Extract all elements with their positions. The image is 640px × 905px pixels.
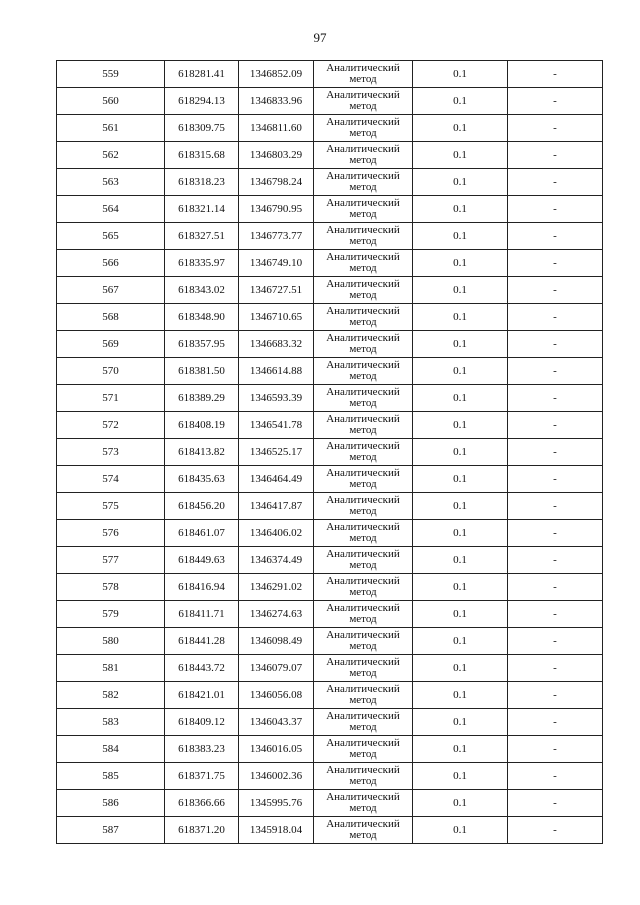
- y-coordinate-cell: 1346773.77: [239, 223, 314, 250]
- method-label-line1: Аналитический: [326, 683, 400, 695]
- method-label-line2: метод: [349, 667, 377, 679]
- note-cell: -: [508, 331, 603, 358]
- method-label-line1: Аналитический: [326, 791, 400, 803]
- x-coordinate-cell: 618443.72: [165, 655, 239, 682]
- note-cell: -: [508, 790, 603, 817]
- accuracy-cell: 0.1: [413, 547, 508, 574]
- method-label-line1: Аналитический: [326, 629, 400, 641]
- table-row: [57, 736, 603, 763]
- method-label-line2: метод: [349, 748, 377, 760]
- method-label-line1: Аналитический: [326, 386, 400, 398]
- x-coordinate-cell: 618294.13: [165, 88, 239, 115]
- x-coordinate-cell: 618411.71: [165, 601, 239, 628]
- accuracy-cell: 0.1: [413, 493, 508, 520]
- method-label-line1: Аналитический: [326, 170, 400, 182]
- y-coordinate-cell: 1346683.32: [239, 331, 314, 358]
- point-number-cell: 576: [57, 520, 165, 547]
- table-row: [57, 493, 603, 520]
- table-row: [57, 115, 603, 142]
- table-row: [57, 358, 603, 385]
- y-coordinate-cell: 1346803.29: [239, 142, 314, 169]
- point-number-cell: 583: [57, 709, 165, 736]
- method-cell: [314, 304, 413, 331]
- method-label-line2: метод: [349, 154, 377, 166]
- method-label-line1: Аналитический: [326, 656, 400, 668]
- note-cell: -: [508, 169, 603, 196]
- x-coordinate-cell: 618389.29: [165, 385, 239, 412]
- method-label-line1: Аналитический: [326, 710, 400, 722]
- y-coordinate-cell: 1346593.39: [239, 385, 314, 412]
- point-number-cell: 577: [57, 547, 165, 574]
- table-row: [57, 304, 603, 331]
- point-number-cell: 578: [57, 574, 165, 601]
- x-coordinate-cell: 618409.12: [165, 709, 239, 736]
- method-cell: [314, 547, 413, 574]
- coordinates-table: [56, 60, 603, 844]
- point-number-cell: 567: [57, 277, 165, 304]
- note-cell: -: [508, 520, 603, 547]
- table-row: [57, 223, 603, 250]
- table-row: [57, 682, 603, 709]
- point-number-cell: 571: [57, 385, 165, 412]
- point-number-cell: 574: [57, 466, 165, 493]
- method-label-line1: Аналитический: [326, 278, 400, 290]
- method-label-line1: Аналитический: [326, 521, 400, 533]
- method-label-line2: метод: [349, 586, 377, 598]
- method-label-line2: метод: [349, 829, 377, 841]
- method-label-line2: метод: [349, 397, 377, 409]
- method-cell: [314, 169, 413, 196]
- method-label-line2: метод: [349, 478, 377, 490]
- note-cell: -: [508, 763, 603, 790]
- method-label-line2: метод: [349, 127, 377, 139]
- table-row: [57, 88, 603, 115]
- method-cell: [314, 277, 413, 304]
- note-cell: -: [508, 439, 603, 466]
- table-row: [57, 655, 603, 682]
- y-coordinate-cell: 1346016.05: [239, 736, 314, 763]
- x-coordinate-cell: 618413.82: [165, 439, 239, 466]
- method-label-line2: метод: [349, 559, 377, 571]
- method-label-line1: Аналитический: [326, 224, 400, 236]
- method-label-line1: Аналитический: [326, 818, 400, 830]
- y-coordinate-cell: 1345918.04: [239, 817, 314, 844]
- point-number-cell: 568: [57, 304, 165, 331]
- x-coordinate-cell: 618321.14: [165, 196, 239, 223]
- accuracy-cell: 0.1: [413, 250, 508, 277]
- method-cell: [314, 790, 413, 817]
- accuracy-cell: 0.1: [413, 358, 508, 385]
- method-cell: [314, 601, 413, 628]
- note-cell: -: [508, 304, 603, 331]
- table-row: [57, 601, 603, 628]
- y-coordinate-cell: 1346710.65: [239, 304, 314, 331]
- method-cell: [314, 88, 413, 115]
- y-coordinate-cell: 1346541.78: [239, 412, 314, 439]
- accuracy-cell: 0.1: [413, 304, 508, 331]
- method-label-line2: метод: [349, 613, 377, 625]
- method-cell: [314, 196, 413, 223]
- accuracy-cell: 0.1: [413, 574, 508, 601]
- table-row: [57, 250, 603, 277]
- x-coordinate-cell: 618318.23: [165, 169, 239, 196]
- method-label-line1: Аналитический: [326, 116, 400, 128]
- method-cell: [314, 493, 413, 520]
- note-cell: -: [508, 736, 603, 763]
- method-label-line2: метод: [349, 262, 377, 274]
- x-coordinate-cell: 618315.68: [165, 142, 239, 169]
- method-label-line1: Аналитический: [326, 305, 400, 317]
- accuracy-cell: 0.1: [413, 277, 508, 304]
- point-number-cell: 565: [57, 223, 165, 250]
- method-cell: [314, 223, 413, 250]
- note-cell: -: [508, 547, 603, 574]
- note-cell: -: [508, 574, 603, 601]
- y-coordinate-cell: 1346079.07: [239, 655, 314, 682]
- point-number-cell: 586: [57, 790, 165, 817]
- y-coordinate-cell: 1346811.60: [239, 115, 314, 142]
- method-label-line2: метод: [349, 721, 377, 733]
- y-coordinate-cell: 1346043.37: [239, 709, 314, 736]
- method-cell: [314, 412, 413, 439]
- method-label-line2: метод: [349, 775, 377, 787]
- y-coordinate-cell: 1346727.51: [239, 277, 314, 304]
- x-coordinate-cell: 618421.01: [165, 682, 239, 709]
- point-number-cell: 561: [57, 115, 165, 142]
- y-coordinate-cell: 1346749.10: [239, 250, 314, 277]
- table-row: [57, 817, 603, 844]
- point-number-cell: 559: [57, 61, 165, 88]
- method-label-line2: метод: [349, 451, 377, 463]
- accuracy-cell: 0.1: [413, 331, 508, 358]
- x-coordinate-cell: 618449.63: [165, 547, 239, 574]
- method-label-line2: метод: [349, 100, 377, 112]
- method-label-line1: Аналитический: [326, 602, 400, 614]
- x-coordinate-cell: 618309.75: [165, 115, 239, 142]
- y-coordinate-cell: 1346406.02: [239, 520, 314, 547]
- y-coordinate-cell: 1345995.76: [239, 790, 314, 817]
- note-cell: -: [508, 628, 603, 655]
- point-number-cell: 570: [57, 358, 165, 385]
- point-number-cell: 575: [57, 493, 165, 520]
- table-row: [57, 277, 603, 304]
- accuracy-cell: 0.1: [413, 88, 508, 115]
- point-number-cell: 573: [57, 439, 165, 466]
- table-row: [57, 790, 603, 817]
- note-cell: -: [508, 493, 603, 520]
- accuracy-cell: 0.1: [413, 169, 508, 196]
- table-row: [57, 439, 603, 466]
- y-coordinate-cell: 1346374.49: [239, 547, 314, 574]
- table-row: [57, 574, 603, 601]
- point-number-cell: 564: [57, 196, 165, 223]
- note-cell: -: [508, 601, 603, 628]
- point-number-cell: 569: [57, 331, 165, 358]
- point-number-cell: 563: [57, 169, 165, 196]
- method-cell: [314, 61, 413, 88]
- x-coordinate-cell: 618343.02: [165, 277, 239, 304]
- method-label-line1: Аналитический: [326, 413, 400, 425]
- x-coordinate-cell: 618381.50: [165, 358, 239, 385]
- table-row: [57, 331, 603, 358]
- y-coordinate-cell: 1346833.96: [239, 88, 314, 115]
- method-label-line1: Аналитический: [326, 143, 400, 155]
- table-row: [57, 763, 603, 790]
- method-label-line1: Аналитический: [326, 467, 400, 479]
- table-row: [57, 169, 603, 196]
- point-number-cell: 584: [57, 736, 165, 763]
- table-row: [57, 466, 603, 493]
- accuracy-cell: 0.1: [413, 709, 508, 736]
- note-cell: -: [508, 466, 603, 493]
- method-label-line1: Аналитический: [326, 548, 400, 560]
- y-coordinate-cell: 1346417.87: [239, 493, 314, 520]
- note-cell: -: [508, 223, 603, 250]
- method-label-line2: метод: [349, 73, 377, 85]
- method-cell: [314, 736, 413, 763]
- method-cell: [314, 655, 413, 682]
- method-label-line2: метод: [349, 532, 377, 544]
- note-cell: -: [508, 709, 603, 736]
- accuracy-cell: 0.1: [413, 736, 508, 763]
- x-coordinate-cell: 618357.95: [165, 331, 239, 358]
- note-cell: -: [508, 196, 603, 223]
- x-coordinate-cell: 618383.23: [165, 736, 239, 763]
- point-number-cell: 581: [57, 655, 165, 682]
- y-coordinate-cell: 1346798.24: [239, 169, 314, 196]
- accuracy-cell: 0.1: [413, 466, 508, 493]
- note-cell: -: [508, 88, 603, 115]
- method-label-line2: метод: [349, 640, 377, 652]
- method-cell: [314, 115, 413, 142]
- method-label-line2: метод: [349, 424, 377, 436]
- note-cell: -: [508, 277, 603, 304]
- method-cell: [314, 250, 413, 277]
- x-coordinate-cell: 618335.97: [165, 250, 239, 277]
- accuracy-cell: 0.1: [413, 223, 508, 250]
- note-cell: -: [508, 115, 603, 142]
- method-cell: [314, 574, 413, 601]
- x-coordinate-cell: 618371.75: [165, 763, 239, 790]
- method-label-line2: метод: [349, 370, 377, 382]
- x-coordinate-cell: 618441.28: [165, 628, 239, 655]
- point-number-cell: 572: [57, 412, 165, 439]
- accuracy-cell: 0.1: [413, 61, 508, 88]
- note-cell: -: [508, 412, 603, 439]
- table-row: [57, 520, 603, 547]
- x-coordinate-cell: 618281.41: [165, 61, 239, 88]
- x-coordinate-cell: 618348.90: [165, 304, 239, 331]
- method-label-line2: метод: [349, 208, 377, 220]
- x-coordinate-cell: 618456.20: [165, 493, 239, 520]
- note-cell: -: [508, 682, 603, 709]
- y-coordinate-cell: 1346274.63: [239, 601, 314, 628]
- method-label-line2: метод: [349, 235, 377, 247]
- method-label-line2: метод: [349, 343, 377, 355]
- point-number-cell: 579: [57, 601, 165, 628]
- accuracy-cell: 0.1: [413, 385, 508, 412]
- x-coordinate-cell: 618435.63: [165, 466, 239, 493]
- table-row: [57, 709, 603, 736]
- method-label-line1: Аналитический: [326, 332, 400, 344]
- accuracy-cell: 0.1: [413, 196, 508, 223]
- table-row: [57, 547, 603, 574]
- method-label-line1: Аналитический: [326, 251, 400, 263]
- method-cell: [314, 439, 413, 466]
- note-cell: -: [508, 142, 603, 169]
- note-cell: -: [508, 358, 603, 385]
- accuracy-cell: 0.1: [413, 763, 508, 790]
- accuracy-cell: 0.1: [413, 817, 508, 844]
- method-cell: [314, 628, 413, 655]
- note-cell: -: [508, 655, 603, 682]
- method-label-line1: Аналитический: [326, 359, 400, 371]
- y-coordinate-cell: 1346614.88: [239, 358, 314, 385]
- y-coordinate-cell: 1346852.09: [239, 61, 314, 88]
- x-coordinate-cell: 618416.94: [165, 574, 239, 601]
- accuracy-cell: 0.1: [413, 412, 508, 439]
- method-cell: [314, 331, 413, 358]
- method-cell: [314, 358, 413, 385]
- method-label-line1: Аналитический: [326, 62, 400, 74]
- method-label-line1: Аналитический: [326, 764, 400, 776]
- method-cell: [314, 520, 413, 547]
- coordinates-table-body: [57, 61, 603, 844]
- method-label-line1: Аналитический: [326, 575, 400, 587]
- point-number-cell: 560: [57, 88, 165, 115]
- method-label-line1: Аналитический: [326, 197, 400, 209]
- table-row: [57, 385, 603, 412]
- accuracy-cell: 0.1: [413, 115, 508, 142]
- note-cell: -: [508, 817, 603, 844]
- point-number-cell: 587: [57, 817, 165, 844]
- table-row: [57, 628, 603, 655]
- method-label-line1: Аналитический: [326, 737, 400, 749]
- y-coordinate-cell: 1346098.49: [239, 628, 314, 655]
- table-row: [57, 142, 603, 169]
- page-number: 97: [313, 30, 327, 45]
- method-label-line2: метод: [349, 289, 377, 301]
- method-label-line2: метод: [349, 181, 377, 193]
- point-number-cell: 585: [57, 763, 165, 790]
- point-number-cell: 580: [57, 628, 165, 655]
- y-coordinate-cell: 1346464.49: [239, 466, 314, 493]
- x-coordinate-cell: 618371.20: [165, 817, 239, 844]
- method-cell: [314, 682, 413, 709]
- accuracy-cell: 0.1: [413, 439, 508, 466]
- x-coordinate-cell: 618461.07: [165, 520, 239, 547]
- table-row: [57, 412, 603, 439]
- accuracy-cell: 0.1: [413, 790, 508, 817]
- y-coordinate-cell: 1346056.08: [239, 682, 314, 709]
- method-cell: [314, 466, 413, 493]
- accuracy-cell: 0.1: [413, 601, 508, 628]
- x-coordinate-cell: 618408.19: [165, 412, 239, 439]
- note-cell: -: [508, 385, 603, 412]
- y-coordinate-cell: 1346002.36: [239, 763, 314, 790]
- method-label-line2: метод: [349, 802, 377, 814]
- method-label-line1: Аналитический: [326, 494, 400, 506]
- note-cell: -: [508, 250, 603, 277]
- point-number-cell: 566: [57, 250, 165, 277]
- method-label-line2: метод: [349, 316, 377, 328]
- y-coordinate-cell: 1346525.17: [239, 439, 314, 466]
- method-cell: [314, 142, 413, 169]
- x-coordinate-cell: 618327.51: [165, 223, 239, 250]
- point-number-cell: 582: [57, 682, 165, 709]
- method-label-line2: метод: [349, 505, 377, 517]
- method-label-line1: Аналитический: [326, 440, 400, 452]
- method-cell: [314, 385, 413, 412]
- accuracy-cell: 0.1: [413, 682, 508, 709]
- accuracy-cell: 0.1: [413, 520, 508, 547]
- y-coordinate-cell: 1346790.95: [239, 196, 314, 223]
- y-coordinate-cell: 1346291.02: [239, 574, 314, 601]
- note-cell: -: [508, 61, 603, 88]
- accuracy-cell: 0.1: [413, 628, 508, 655]
- method-cell: [314, 709, 413, 736]
- method-cell: [314, 763, 413, 790]
- table-row: [57, 196, 603, 223]
- method-cell: [314, 817, 413, 844]
- accuracy-cell: 0.1: [413, 142, 508, 169]
- point-number-cell: 562: [57, 142, 165, 169]
- method-label-line2: метод: [349, 694, 377, 706]
- accuracy-cell: 0.1: [413, 655, 508, 682]
- table-row: [57, 61, 603, 88]
- x-coordinate-cell: 618366.66: [165, 790, 239, 817]
- method-label-line1: Аналитический: [326, 89, 400, 101]
